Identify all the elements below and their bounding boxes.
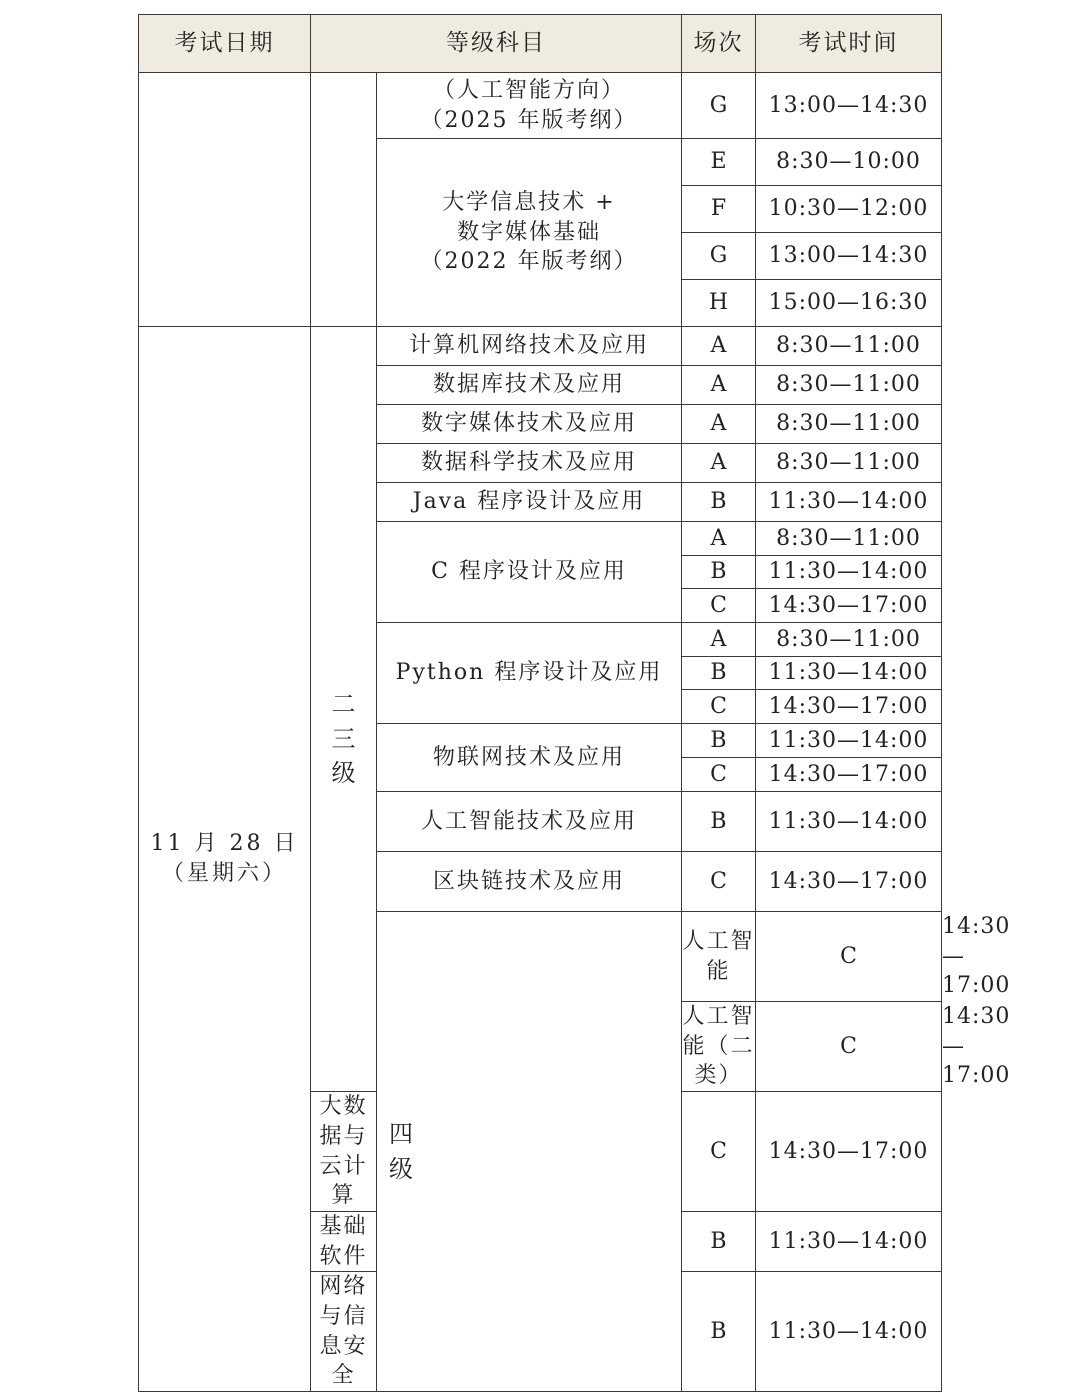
session-cell: C bbox=[682, 852, 756, 912]
table-row: 四级 人工智能 C 14:30—17:00 bbox=[139, 912, 942, 1002]
session-cell: G bbox=[682, 233, 756, 280]
table-row bbox=[139, 73, 942, 139]
session-cell: B bbox=[682, 1272, 756, 1392]
subject-cell: 区块链技术及应用 bbox=[377, 852, 682, 912]
session-cell: E bbox=[682, 139, 756, 186]
time-cell: 11:30—14:00 bbox=[756, 724, 942, 758]
time-cell: 8:30—11:00 bbox=[756, 327, 942, 366]
subject-cell: 人工智能技术及应用 bbox=[377, 792, 682, 852]
time-cell: 8:30—11:00 bbox=[756, 623, 942, 657]
session-cell: B bbox=[682, 1211, 756, 1271]
level-label: 二三级 bbox=[331, 689, 356, 788]
time-cell: 11:30—14:00 bbox=[756, 792, 942, 852]
subject-line: （2025 年版考纲） bbox=[420, 107, 638, 133]
subject-cell: 数据库技术及应用 bbox=[377, 366, 682, 405]
subject-cell: 大数据与云计算 bbox=[311, 1092, 377, 1212]
time-cell: 11:30—14:00 bbox=[756, 556, 942, 589]
subject-cell: 数字媒体技术及应用 bbox=[377, 405, 682, 444]
time-cell: 8:30—11:00 bbox=[756, 444, 942, 483]
date-cell-continued bbox=[139, 73, 311, 327]
time-cell: 11:30—14:00 bbox=[756, 657, 942, 690]
subject-cell: 人工智能 bbox=[682, 912, 756, 1002]
session-cell: C bbox=[682, 690, 756, 724]
subject-cell: Java 程序设计及应用 bbox=[377, 483, 682, 522]
weekday-line: （星期六） bbox=[161, 861, 287, 886]
header-date: 考试日期 bbox=[139, 15, 311, 73]
subject-line: （人工智能方向） bbox=[432, 77, 625, 103]
subject-cell: Python 程序设计及应用 bbox=[377, 623, 682, 724]
subject-cell: C 程序设计及应用 bbox=[377, 522, 682, 623]
session-cell: B bbox=[682, 657, 756, 690]
time-cell: 10:30—12:00 bbox=[756, 186, 942, 233]
table-row: 人工智能（二类） C 14:30—17:00 bbox=[139, 1002, 942, 1092]
session-cell: B bbox=[682, 556, 756, 589]
subject-cell bbox=[377, 139, 682, 327]
session-cell: A bbox=[682, 366, 756, 405]
session-cell: G bbox=[682, 73, 756, 139]
subject-cell: 物联网技术及应用 bbox=[377, 724, 682, 792]
exam-schedule-table bbox=[138, 14, 1011, 1392]
level-cell-continued bbox=[311, 73, 377, 327]
session-cell: B bbox=[682, 724, 756, 758]
session-cell: H bbox=[682, 280, 756, 327]
session-cell: A bbox=[682, 623, 756, 657]
subject-line: 大学信息技术 + bbox=[442, 189, 616, 215]
time-cell: 14:30—17:00 bbox=[756, 758, 942, 792]
subject-cell: 人工智能（二类） bbox=[682, 1002, 756, 1092]
subject-cell: 基础软件 bbox=[311, 1211, 377, 1271]
header-time: 考试时间 bbox=[756, 15, 942, 73]
session-cell: B bbox=[682, 792, 756, 852]
time-cell: 13:00—14:30 bbox=[756, 73, 942, 139]
session-cell: A bbox=[682, 522, 756, 556]
subject-cell: 数据科学技术及应用 bbox=[377, 444, 682, 483]
time-cell: 11:30—14:00 bbox=[756, 1211, 942, 1271]
time-cell: 14:30—17:00 bbox=[756, 852, 942, 912]
time-cell: 11:30—14:00 bbox=[756, 1272, 942, 1392]
session-cell: C bbox=[682, 589, 756, 623]
session-cell: B bbox=[682, 483, 756, 522]
time-cell: 11:30—14:00 bbox=[756, 483, 942, 522]
time-cell: 15:00—16:30 bbox=[756, 280, 942, 327]
time-cell: 14:30—17:00 bbox=[756, 690, 942, 724]
time-cell: 14:30—17:00 bbox=[756, 589, 942, 623]
subject-cell: 计算机网络技术及应用 bbox=[377, 327, 682, 366]
level-label: 四级 bbox=[389, 1119, 413, 1183]
session-cell: A bbox=[682, 327, 756, 366]
session-cell: C bbox=[756, 1002, 942, 1092]
time-cell: 8:30—11:00 bbox=[756, 366, 942, 405]
session-cell: C bbox=[682, 758, 756, 792]
time-cell: 8:30—11:00 bbox=[756, 405, 942, 444]
date-line: 11 月 28 日 bbox=[150, 831, 299, 857]
subject-line: 数字媒体基础 bbox=[456, 219, 601, 245]
session-cell: C bbox=[682, 1092, 756, 1212]
subject-cell: 网络与信息安全 bbox=[311, 1272, 377, 1392]
level-cell-23 bbox=[311, 327, 377, 1092]
date-cell bbox=[139, 327, 311, 1392]
session-cell: A bbox=[682, 405, 756, 444]
subject-line: （2022 年版考纲） bbox=[420, 249, 638, 275]
time-cell: 8:30—10:00 bbox=[756, 139, 942, 186]
time-cell: 14:30—17:00 bbox=[756, 1092, 942, 1212]
level-cell-4 bbox=[377, 912, 682, 1392]
subject-cell bbox=[377, 73, 682, 139]
table-row bbox=[139, 327, 942, 366]
time-cell: 8:30—11:00 bbox=[756, 522, 942, 556]
session-cell: A bbox=[682, 444, 756, 483]
header-session: 场次 bbox=[682, 15, 756, 73]
session-cell: C bbox=[756, 912, 942, 1002]
header-subject: 等级科目 bbox=[311, 15, 682, 73]
header-row bbox=[139, 15, 942, 73]
session-cell: F bbox=[682, 186, 756, 233]
time-cell: 13:00—14:30 bbox=[756, 233, 942, 280]
